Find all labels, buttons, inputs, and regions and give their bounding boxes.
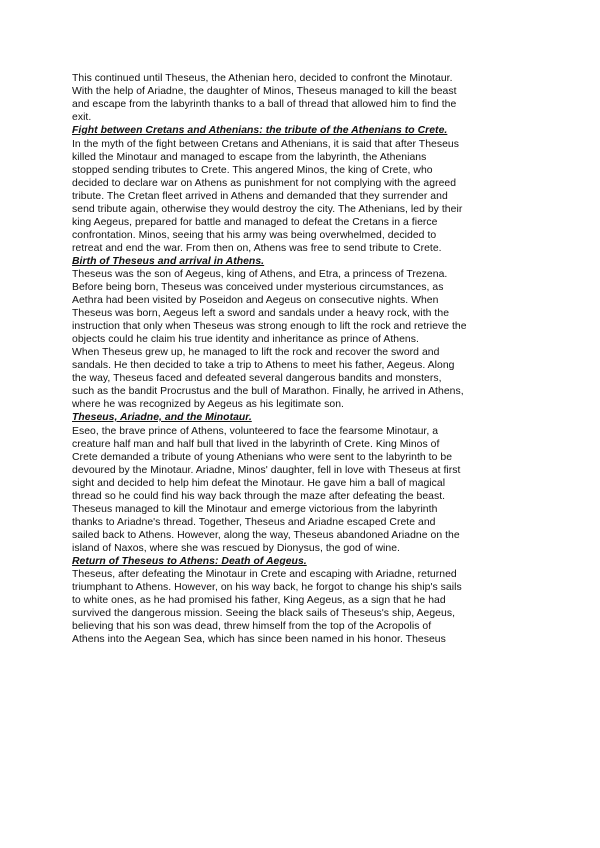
text-line: stopped sending tributes to Crete. This angered Minos, the king of Crete, who xyxy=(72,164,433,176)
text-line: sandals. He then decided to take a trip to Athens to meet his father, Aegeus. Along xyxy=(72,360,455,371)
text-line: such as the bandit Procrustus and the bull of Marathon. Finally, he arrived in Athens, xyxy=(72,386,464,397)
text-line: exit. xyxy=(72,112,92,123)
text-line: to white ones, as he had promised his father, King Aegeus, as a sign that he had xyxy=(72,595,446,606)
text-line: Athens into the Aegean Sea, which has since been named in his honor. Theseus xyxy=(72,634,446,645)
section-return-of-theseus xyxy=(72,555,528,647)
text-line: creature half man and half bull that lived in the labyrinth of Crete. King Minos of xyxy=(72,438,440,450)
text-line: This continued until Theseus, the Athenian hero, decided to confront the Minotaur. xyxy=(72,73,453,84)
text-line: decided to declare war on Athens as punishment for not complying with the agreed xyxy=(72,177,457,189)
text-line: Theseus was the son of Aegeus, king of Athens, and Etra, a princess of Trezena. xyxy=(72,269,448,280)
section-heading: Return of Theseus to Athens: Death of Aegeus. xyxy=(72,555,307,567)
text-line: where he was recognized by Aegeus as his legitimate son. xyxy=(72,399,344,410)
text-line: confrontation. Minos, seeing that his army was being overwhelmed, decided to xyxy=(72,229,437,241)
intro-paragraph xyxy=(72,72,528,124)
text-line: Theseus managed to kill the Minotaur and emerge victorious from the labyrinth xyxy=(72,503,438,515)
text-line: king Aegeus, prepared for battle and managed to defeat the Cretans in a fierce xyxy=(72,216,438,228)
text-line: Before being born, Theseus was conceived under mysterious circumstances, as xyxy=(72,282,444,293)
text-line: Aethra had been visited by Poseidon and Aegeus on consecutive nights. When xyxy=(72,295,439,306)
text-line: With the help of Ariadne, the daughter of Minos, Theseus managed to kill the beast xyxy=(72,86,457,97)
section-heading: Theseus, Ariadne, and the Minotaur. xyxy=(72,412,252,423)
text-line: triumphant to Athens. However, on his way back, he forgot to change his ship's sails xyxy=(72,582,462,593)
text-line: killed the Minotaur and managed to escape from the labyrinth, the Athenians xyxy=(72,151,427,163)
section-theseus-ariadne-minotaur xyxy=(72,411,528,555)
section-heading: Fight between Cretans and Athenians: the tribute of the Athenians to Crete. xyxy=(72,125,448,136)
text-line: thanks to Ariadne's thread. Together, Theseus and Ariadne escaped Crete and xyxy=(72,516,436,528)
text-line: believing that his son was dead, threw himself from the top of the Acropolis of xyxy=(72,621,432,632)
text-line: sailed back to Athens. However, along the way, Theseus abandoned Ariadne on the xyxy=(72,529,460,541)
text-line: and escape from the labyrinth thanks to a ball of thread that allowed him to find the xyxy=(72,99,457,110)
text-line: In the myth of the fight between Cretans and Athenians, it is said that after Theseus xyxy=(72,138,460,150)
text-line: retreat and end the war. From then on, Athens was free to send tribute to Crete. xyxy=(72,242,442,254)
text-line: Crete demanded a tribute of young Athenians who were sent to the labyrinth to be xyxy=(72,451,453,463)
text-line: the way, Theseus faced and defeated several dangerous bandits and monsters, xyxy=(72,373,442,384)
text-line: Eseo, the brave prince of Athens, volunteered to face the fearsome Minotaur, a xyxy=(72,425,439,437)
text-line: instruction that only when Theseus was strong enough to lift the rock and retrieve the xyxy=(72,321,467,332)
text-line: When Theseus grew up, he managed to lift the rock and recover the sword and xyxy=(72,347,440,358)
text-line: Theseus was born, Aegeus left a sword and sandals under a heavy rock, with the xyxy=(72,308,450,319)
section-birth-of-theseus xyxy=(72,255,528,412)
text-line: tribute. The Cretan fleet arrived in Athens and demanded that they surrender and xyxy=(72,190,448,202)
text-line: send tribute again, otherwise they would destroy the city. The Athenians, led by their xyxy=(72,203,463,215)
text-line: sight and decided to help him defeat the Minotaur. He gave him a ball of magical xyxy=(72,477,446,489)
text-line: island of Naxos, where she was rescued by Dionysus, the god of wine. xyxy=(72,542,400,554)
text-line: survived the dangerous mission. Seeing the black sails of Theseus's ship, Aegeus, xyxy=(72,608,456,619)
section-cretans-athenians xyxy=(72,124,528,255)
text-line: objects could he claim his true identity and inheritance as prince of Athens. xyxy=(72,334,419,345)
section-heading: Birth of Theseus and arrival in Athens. xyxy=(72,255,265,267)
text-line: Theseus, after defeating the Minotaur in Crete and escaping with Ariadne, returned xyxy=(72,569,457,580)
document-page xyxy=(72,72,528,646)
text-line: thread so he could find his way back through the maze after defeating the beast. xyxy=(72,490,446,502)
text-line: devoured by the Minotaur. Ariadne, Minos' daughter, fell in love with Theseus at first xyxy=(72,464,461,476)
